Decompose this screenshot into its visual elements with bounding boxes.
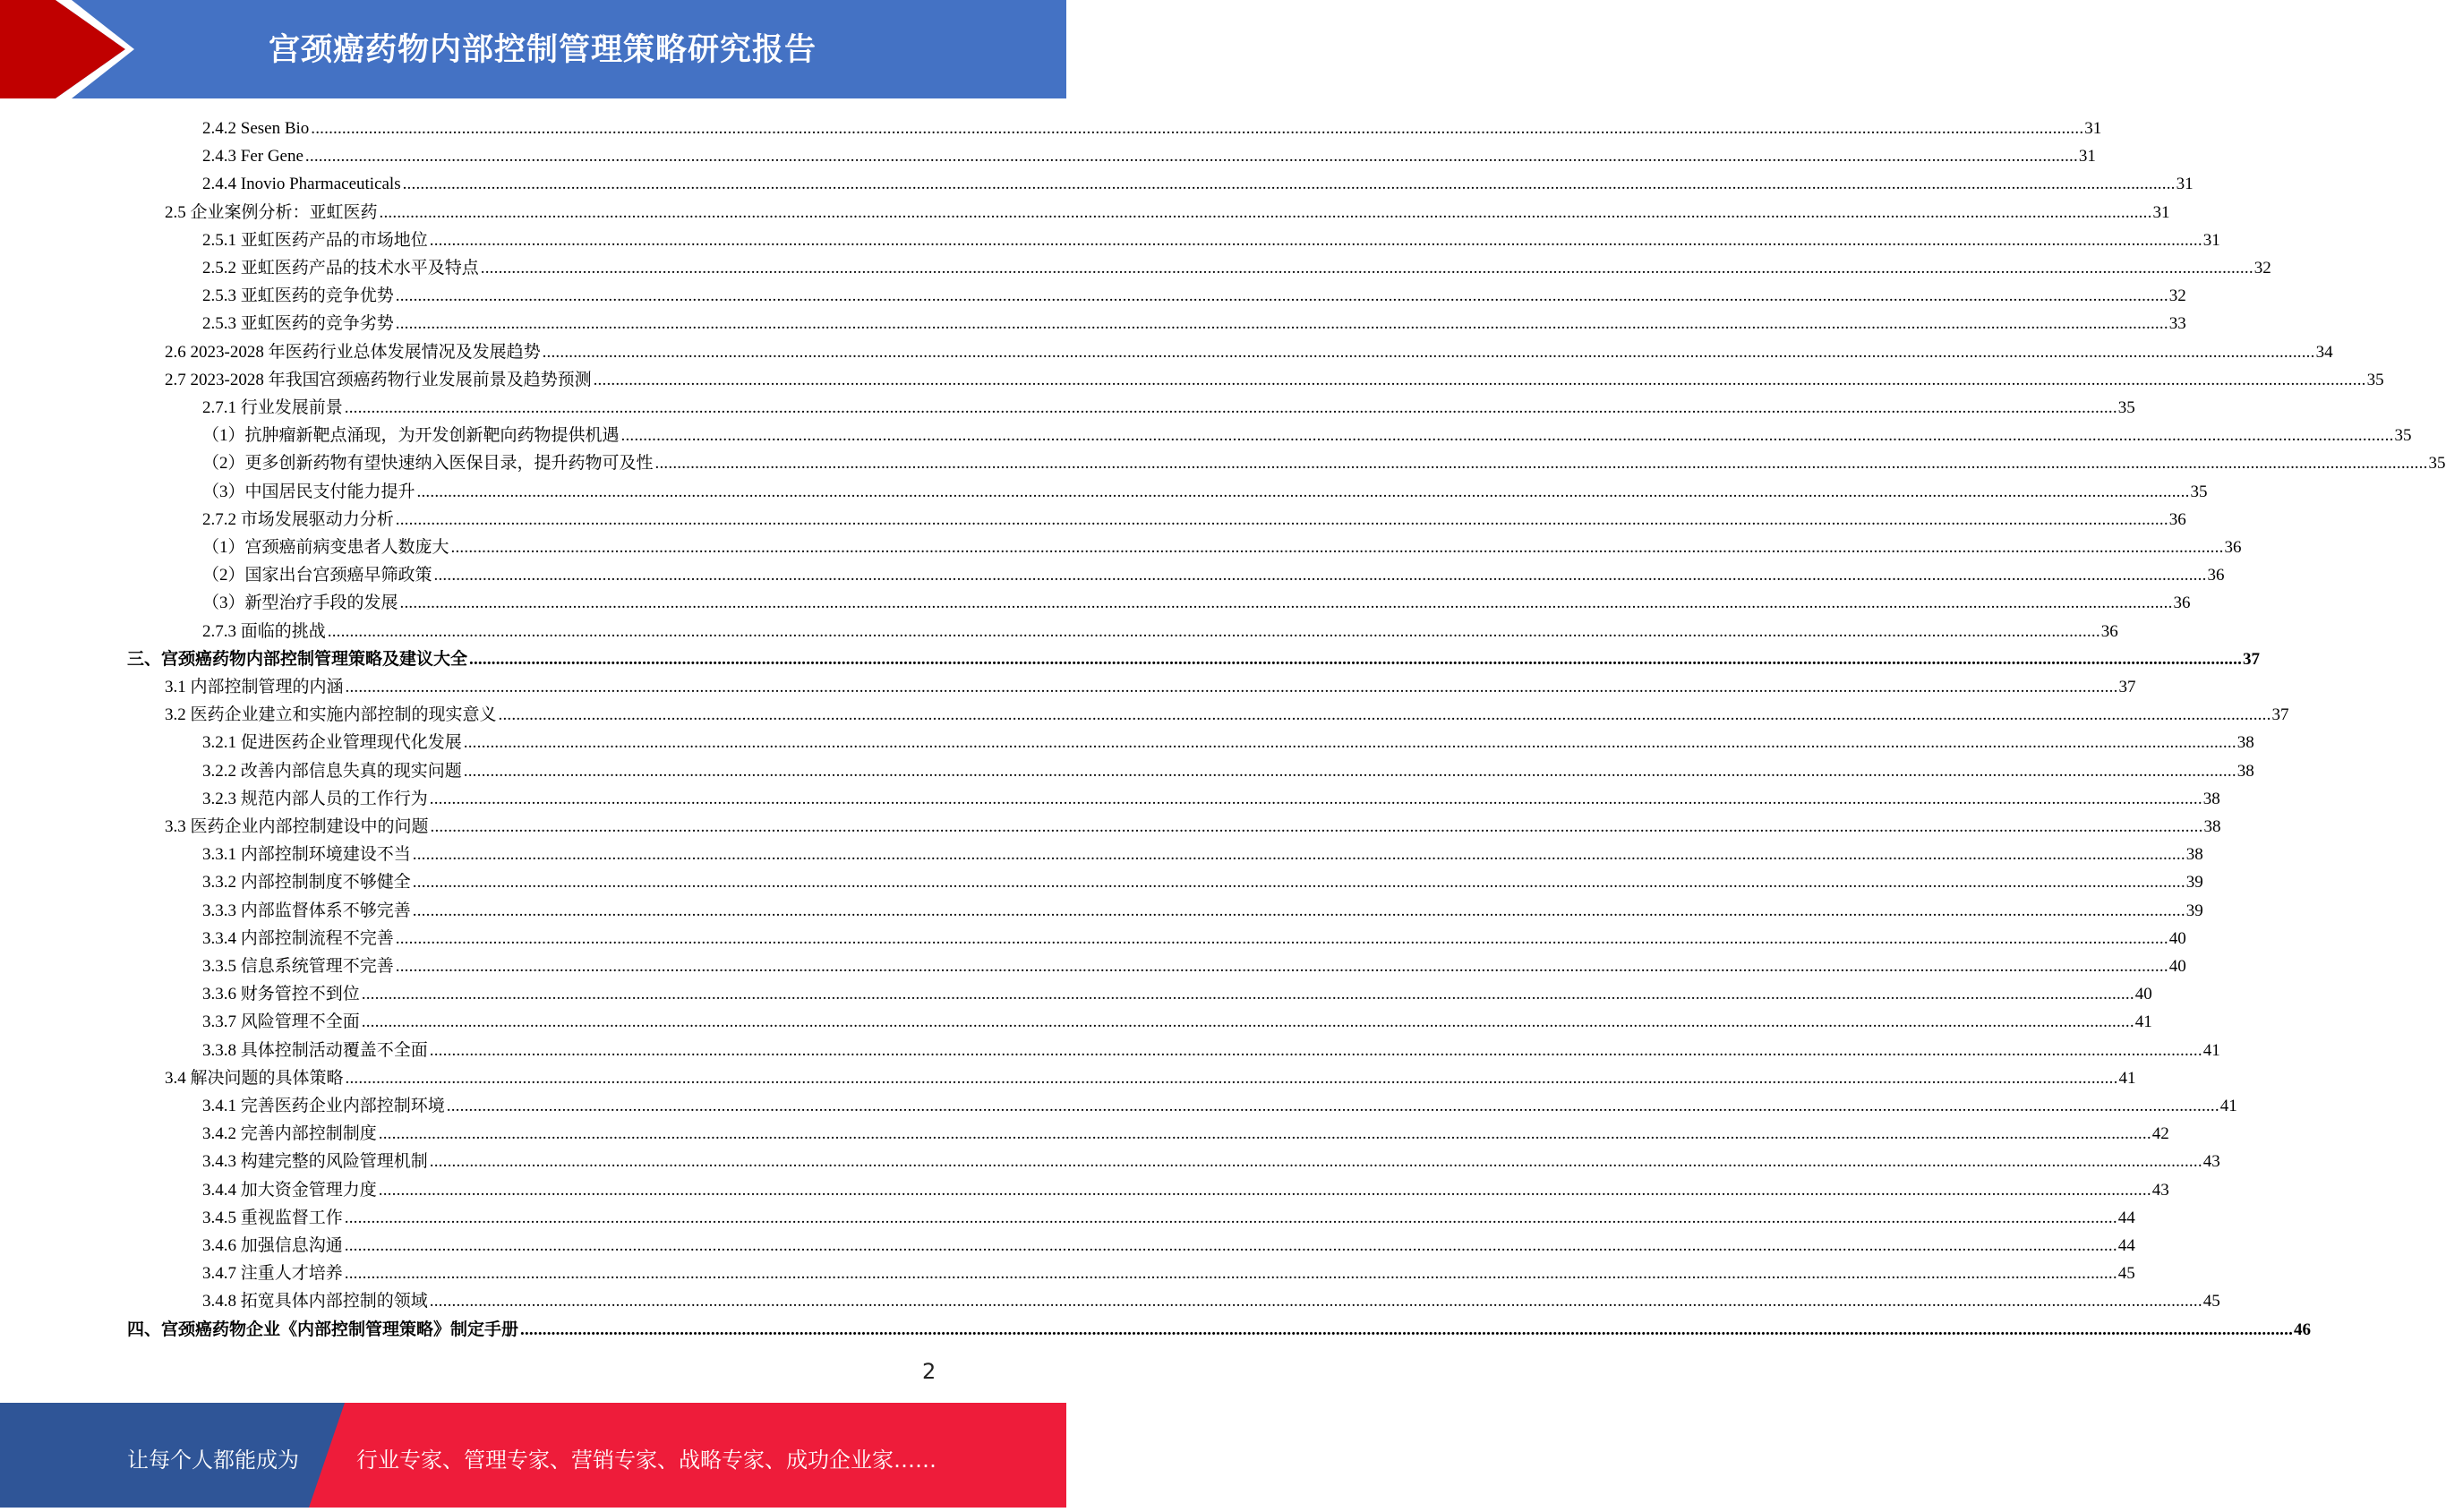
toc-entry-page: 36 bbox=[2207, 566, 2225, 585]
toc-entry-title: 2.7.2 市场发展驱动力分析 bbox=[202, 509, 394, 529]
toc-entry-page: 33 bbox=[2168, 314, 2186, 334]
toc-entry-page: 36 bbox=[2168, 509, 2186, 529]
toc-entry-title: 3.4.2 完善内部控制制度 bbox=[202, 1124, 377, 1144]
toc-entry-page: 32 bbox=[2168, 286, 2186, 306]
toc-leader-dots: ................................................................................................................................................................................................................................................................................................................................................................................................................ bbox=[450, 538, 2224, 557]
toc-entry-title: 2.4.2 Sesen Bio bbox=[202, 119, 310, 138]
toc-entry-title: 3.3.7 风险管理不全面 bbox=[202, 1012, 360, 1032]
toc-entry-page: 31 bbox=[2152, 202, 2170, 222]
toc-entry[interactable] bbox=[202, 170, 2194, 198]
toc-entry-title: 2.5.1 亚虹医药产品的市场地位 bbox=[202, 230, 428, 250]
toc-entry-page: 41 bbox=[2134, 1012, 2152, 1032]
toc-leader-dots: ................................................................................................................................................................................................................................................................................................................................................................................................................ bbox=[480, 259, 2254, 278]
toc-entry[interactable] bbox=[202, 394, 2135, 422]
toc-entry[interactable] bbox=[202, 449, 2446, 477]
toc-entry-title: 3.3.6 财务管控不到位 bbox=[202, 985, 360, 1004]
toc-entry-page: 41 bbox=[2219, 1097, 2237, 1115]
toc-entry-title: 3.4 解决问题的具体策略 bbox=[165, 1068, 344, 1088]
toc-entry[interactable] bbox=[202, 142, 2096, 170]
toc-leader-dots: ................................................................................................................................................................................................................................................................................................................................................................................................................ bbox=[395, 314, 2168, 334]
toc-entry-page: 31 bbox=[2078, 147, 2096, 167]
toc-entry[interactable] bbox=[202, 1232, 2135, 1260]
toc-entry[interactable] bbox=[202, 868, 2203, 896]
toc-entry[interactable] bbox=[165, 1064, 2136, 1092]
toc-entry-page: 38 bbox=[2203, 817, 2221, 836]
toc-leader-dots: ................................................................................................................................................................................................................................................................................................................................................................................................................ bbox=[402, 175, 2176, 194]
toc-leader-dots: ................................................................................................................................................................................................................................................................................................................................................................................................................ bbox=[344, 398, 2117, 417]
toc-leader-dots: ................................................................................................................................................................................................................................................................................................................................................................................................................ bbox=[469, 649, 2243, 669]
toc-entry[interactable] bbox=[202, 1008, 2152, 1036]
toc-leader-dots: ................................................................................................................................................................................................................................................................................................................................................................................................................ bbox=[361, 985, 2134, 1004]
toc-entry[interactable] bbox=[202, 1287, 2220, 1315]
toc-entry-title: （2）国家出台宫颈癌早筛政策 bbox=[202, 566, 432, 585]
toc-entry-title: 2.7.1 行业发展前景 bbox=[202, 398, 343, 417]
toc-leader-dots: ................................................................................................................................................................................................................................................................................................................................................................................................................ bbox=[429, 789, 2202, 808]
toc-entry[interactable] bbox=[202, 897, 2203, 925]
toc-leader-dots: ................................................................................................................................................................................................................................................................................................................................................................................................................ bbox=[395, 957, 2168, 976]
toc-entry-page: 37 bbox=[2118, 678, 2136, 696]
toc-leader-dots: ................................................................................................................................................................................................................................................................................................................................................................................................................ bbox=[327, 621, 2100, 641]
toc-entry-title: （3）中国居民支付能力提升 bbox=[202, 482, 415, 501]
toc-entry-page: 44 bbox=[2117, 1236, 2135, 1255]
toc-entry-page: 35 bbox=[2428, 454, 2446, 474]
toc-entry-page: 41 bbox=[2118, 1068, 2136, 1088]
toc-entry-title: 3.3.1 内部控制环境建设不当 bbox=[202, 845, 411, 865]
toc-entry-title: 2.4.4 Inovio Pharmaceuticals bbox=[202, 175, 401, 194]
toc-entry[interactable] bbox=[202, 561, 2225, 589]
toc-entry-page: 43 bbox=[2151, 1180, 2169, 1200]
toc-entry[interactable] bbox=[202, 841, 2203, 868]
toc-entry[interactable] bbox=[202, 952, 2186, 980]
toc-entry-page: 45 bbox=[2202, 1292, 2220, 1311]
toc-entry[interactable] bbox=[202, 1260, 2135, 1287]
toc-entry-page: 40 bbox=[2168, 928, 2186, 948]
toc-entry-title: 3.4.8 拓宽具体内部控制的领域 bbox=[202, 1292, 428, 1311]
toc-entry[interactable] bbox=[127, 645, 2261, 673]
toc-entry-title: 3.3.5 信息系统管理不完善 bbox=[202, 957, 394, 976]
toc-entry-title: 3.3.3 内部监督体系不够完善 bbox=[202, 901, 411, 920]
toc-leader-dots: ................................................................................................................................................................................................................................................................................................................................................................................................................ bbox=[412, 901, 2185, 920]
page-number: 2 bbox=[922, 1359, 936, 1384]
toc-entry[interactable] bbox=[202, 1176, 2169, 1204]
toc-leader-dots: ................................................................................................................................................................................................................................................................................................................................................................................................................ bbox=[399, 594, 2173, 613]
toc-entry-page: 41 bbox=[2202, 1040, 2220, 1060]
toc-leader-dots: ................................................................................................................................................................................................................................................................................................................................................................................................................ bbox=[416, 482, 2190, 501]
toc-entry-page: 46 bbox=[2294, 1320, 2312, 1339]
toc-entry-title: 三、宫颈癌药物内部控制管理策略及建议大全 bbox=[127, 649, 468, 669]
toc-entry[interactable] bbox=[202, 1120, 2169, 1148]
toc-entry-page: 38 bbox=[2185, 845, 2203, 865]
toc-entry[interactable] bbox=[165, 673, 2136, 701]
toc-leader-dots: ................................................................................................................................................................................................................................................................................................................................................................................................................ bbox=[429, 230, 2202, 250]
toc-leader-dots: ................................................................................................................................................................................................................................................................................................................................................................................................................ bbox=[429, 1152, 2202, 1172]
toc-entry-page: 40 bbox=[2168, 957, 2186, 976]
toc-entry-title: 2.7 2023-2028 年我国宫颈癌药物行业发展前景及趋势预测 bbox=[165, 370, 592, 389]
toc-entry[interactable] bbox=[202, 1037, 2220, 1064]
toc-entry-title: （2）更多创新药物有望快速纳入医保目录，提升药物可及性 bbox=[202, 454, 654, 474]
toc-entry-page: 37 bbox=[2271, 705, 2289, 725]
toc-entry[interactable] bbox=[202, 757, 2254, 785]
toc-entry[interactable] bbox=[165, 366, 2384, 394]
toc-entry-title: 2.5 企业案例分析：亚虹医药 bbox=[165, 202, 378, 222]
toc-entry-title: 3.2.3 规范内部人员的工作行为 bbox=[202, 789, 428, 808]
toc-entry[interactable] bbox=[202, 980, 2152, 1008]
toc-entry-title: （1）抗肿瘤新靶点涌现，为开发创新靶向药物提供机遇 bbox=[202, 426, 620, 446]
toc-leader-dots: ................................................................................................................................................................................................................................................................................................................................................................................................................ bbox=[498, 705, 2271, 725]
toc-entry[interactable] bbox=[202, 226, 2220, 254]
toc-entry-page: 36 bbox=[2173, 594, 2191, 613]
toc-entry-page: 38 bbox=[2236, 733, 2254, 753]
toc-entry-page: 32 bbox=[2254, 259, 2271, 278]
toc-leader-dots: ................................................................................................................................................................................................................................................................................................................................................................................................................ bbox=[446, 1097, 2219, 1115]
toc-leader-dots: ................................................................................................................................................................................................................................................................................................................................................................................................................ bbox=[379, 202, 2152, 222]
toc-entry-title: （3）新型治疗手段的发展 bbox=[202, 594, 398, 613]
toc-entry-title: 3.4.6 加强信息沟通 bbox=[202, 1236, 343, 1255]
toc-entry-title: 2.5.3 亚虹医药的竞争劣势 bbox=[202, 314, 394, 334]
toc-entry-title: 3.3 医药企业内部控制建设中的问题 bbox=[165, 817, 429, 836]
toc-leader-dots: ................................................................................................................................................................................................................................................................................................................................................................................................................ bbox=[395, 928, 2168, 948]
toc-entry-page: 38 bbox=[2236, 761, 2254, 781]
toc-entry-page: 35 bbox=[2394, 426, 2412, 446]
toc-entry-title: 3.3.2 内部控制制度不够健全 bbox=[202, 873, 411, 893]
toc-entry[interactable] bbox=[165, 813, 2221, 841]
toc-entry[interactable] bbox=[202, 115, 2102, 142]
toc-leader-dots: ................................................................................................................................................................................................................................................................................................................................................................................................................ bbox=[654, 454, 2428, 474]
toc-entry[interactable] bbox=[202, 729, 2254, 756]
toc-entry-title: 3.3.8 具体控制活动覆盖不全面 bbox=[202, 1040, 428, 1060]
toc-entry-title: 3.1 内部控制管理的内涵 bbox=[165, 678, 344, 696]
toc-entry-page: 34 bbox=[2315, 342, 2333, 362]
toc-entry-page: 45 bbox=[2117, 1264, 2135, 1284]
toc-leader-dots: ................................................................................................................................................................................................................................................................................................................................................................................................................ bbox=[304, 147, 2078, 167]
toc-leader-dots: ................................................................................................................................................................................................................................................................................................................................................................................................................ bbox=[378, 1124, 2151, 1144]
toc-leader-dots: ................................................................................................................................................................................................................................................................................................................................................................................................................ bbox=[378, 1180, 2151, 1200]
toc-entry-page: 35 bbox=[2366, 370, 2384, 389]
toc-leader-dots: ................................................................................................................................................................................................................................................................................................................................................................................................................ bbox=[395, 509, 2168, 529]
toc-leader-dots: ................................................................................................................................................................................................................................................................................................................................................................................................................ bbox=[520, 1320, 2294, 1339]
toc-leader-dots: ................................................................................................................................................................................................................................................................................................................................................................................................................ bbox=[412, 845, 2185, 865]
toc-entry-title: 3.2.1 促进医药企业管理现代化发展 bbox=[202, 733, 462, 753]
toc-entry-page: 44 bbox=[2117, 1208, 2135, 1227]
toc-entry-title: 2.4.3 Fer Gene bbox=[202, 147, 304, 167]
toc-entry-title: （1）宫颈癌前病变患者人数庞大 bbox=[202, 538, 449, 557]
toc-entry[interactable] bbox=[202, 1204, 2135, 1232]
toc-entry-page: 35 bbox=[2117, 398, 2135, 417]
toc-entry-title: 3.4.1 完善医药企业内部控制环境 bbox=[202, 1097, 445, 1115]
toc-entry-title: 3.4.5 重视监督工作 bbox=[202, 1208, 343, 1227]
toc-entry[interactable] bbox=[202, 310, 2186, 337]
toc-leader-dots: ................................................................................................................................................................................................................................................................................................................................................................................................................ bbox=[311, 119, 2084, 138]
toc-leader-dots: ................................................................................................................................................................................................................................................................................................................................................................................................................ bbox=[620, 426, 2394, 446]
toc-leader-dots: ................................................................................................................................................................................................................................................................................................................................................................................................................ bbox=[395, 286, 2168, 306]
toc-entry-title: 3.2 医药企业建立和实施内部控制的现实意义 bbox=[165, 705, 497, 725]
toc-leader-dots: ................................................................................................................................................................................................................................................................................................................................................................................................................ bbox=[344, 1264, 2117, 1284]
toc-leader-dots: ................................................................................................................................................................................................................................................................................................................................................................................................................ bbox=[361, 1012, 2134, 1032]
toc-entry-title: 2.6 2023-2028 年医药行业总体发展情况及发展趋势 bbox=[165, 342, 541, 362]
toc-entry[interactable] bbox=[202, 589, 2191, 617]
toc-entry-page: 36 bbox=[2100, 621, 2118, 641]
toc-leader-dots: ................................................................................................................................................................................................................................................................................................................................................................................................................ bbox=[345, 678, 2118, 696]
toc-entry[interactable] bbox=[165, 199, 2170, 226]
header-chevron-decoration bbox=[0, 0, 134, 98]
toc-leader-dots: ................................................................................................................................................................................................................................................................................................................................................................................................................ bbox=[433, 566, 2207, 585]
toc-leader-dots: ................................................................................................................................................................................................................................................................................................................................................................................................................ bbox=[429, 1292, 2202, 1311]
toc-entry-title: 3.4.4 加大资金管理力度 bbox=[202, 1180, 377, 1200]
toc-entry[interactable] bbox=[202, 925, 2186, 952]
toc-leader-dots: ................................................................................................................................................................................................................................................................................................................................................................................................................ bbox=[344, 1236, 2117, 1255]
toc-entry-title: 2.5.3 亚虹医药的竞争优势 bbox=[202, 286, 394, 306]
toc-entry-page: 39 bbox=[2185, 901, 2203, 920]
toc-entry[interactable] bbox=[202, 422, 2412, 449]
toc-entry-title: 2.7.3 面临的挑战 bbox=[202, 621, 326, 641]
toc-entry[interactable] bbox=[202, 785, 2220, 813]
toc-leader-dots: ................................................................................................................................................................................................................................................................................................................................................................................................................ bbox=[412, 873, 2185, 893]
toc-entry-page: 38 bbox=[2202, 789, 2220, 808]
toc-entry[interactable] bbox=[202, 506, 2186, 534]
toc-entry[interactable] bbox=[202, 534, 2242, 561]
toc-entry[interactable] bbox=[165, 338, 2333, 366]
toc-leader-dots: ................................................................................................................................................................................................................................................................................................................................................................................................................ bbox=[344, 1208, 2117, 1227]
footer-slogan-left: 让每个人都能成为 bbox=[127, 1448, 299, 1473]
toc-leader-dots: ................................................................................................................................................................................................................................................................................................................................................................................................................ bbox=[542, 342, 2315, 362]
footer-slogan-right: 行业专家、管理专家、营销专家、战略专家、成功企业家…… bbox=[356, 1448, 936, 1473]
toc-entry[interactable] bbox=[202, 1092, 2237, 1120]
toc-entry-page: 36 bbox=[2224, 538, 2242, 557]
toc-leader-dots: ................................................................................................................................................................................................................................................................................................................................................................................................................ bbox=[429, 1040, 2202, 1060]
toc-entry-title: 3.2.2 改善内部信息失真的现实问题 bbox=[202, 761, 462, 781]
toc-leader-dots: ................................................................................................................................................................................................................................................................................................................................................................................................................ bbox=[463, 761, 2236, 781]
toc-entry[interactable] bbox=[202, 282, 2186, 310]
toc-entry[interactable] bbox=[202, 478, 2208, 506]
toc-entry-title: 3.4.7 注重人才培养 bbox=[202, 1264, 343, 1284]
toc-entry-title: 3.4.3 构建完整的风险管理机制 bbox=[202, 1152, 428, 1172]
toc-entry[interactable] bbox=[202, 254, 2271, 282]
toc-entry-title: 3.3.4 内部控制流程不完善 bbox=[202, 928, 394, 948]
toc-entry-title: 四、宫颈癌药物企业《内部控制管理策略》制定手册 bbox=[127, 1320, 519, 1339]
toc-entry-page: 31 bbox=[2176, 175, 2194, 194]
toc-entry-page: 31 bbox=[2202, 230, 2220, 250]
report-header bbox=[0, 0, 1066, 98]
toc-entry[interactable] bbox=[165, 701, 2289, 729]
toc-leader-dots: ................................................................................................................................................................................................................................................................................................................................................................................................................ bbox=[430, 817, 2203, 836]
toc-entry[interactable] bbox=[127, 1316, 2312, 1344]
toc-entry-page: 35 bbox=[2190, 482, 2208, 501]
toc-entry-page: 43 bbox=[2202, 1152, 2220, 1172]
toc-entry[interactable] bbox=[202, 1148, 2220, 1175]
toc-leader-dots: ................................................................................................................................................................................................................................................................................................................................................................................................................ bbox=[593, 370, 2366, 389]
toc-leader-dots: ................................................................................................................................................................................................................................................................................................................................................................................................................ bbox=[345, 1068, 2118, 1088]
toc-entry-title: 2.5.2 亚虹医药产品的技术水平及特点 bbox=[202, 259, 479, 278]
toc-entry-page: 37 bbox=[2243, 649, 2261, 669]
toc-entry-page: 39 bbox=[2185, 873, 2203, 893]
toc-entry-page: 42 bbox=[2151, 1124, 2169, 1144]
toc-entry-page: 31 bbox=[2084, 119, 2102, 138]
report-title: 宫颈癌药物内部控制管理策略研究报告 bbox=[269, 32, 817, 68]
toc-entry-page: 40 bbox=[2134, 985, 2152, 1004]
toc-entry[interactable] bbox=[202, 618, 2118, 645]
toc-leader-dots: ................................................................................................................................................................................................................................................................................................................................................................................................................ bbox=[463, 733, 2236, 753]
